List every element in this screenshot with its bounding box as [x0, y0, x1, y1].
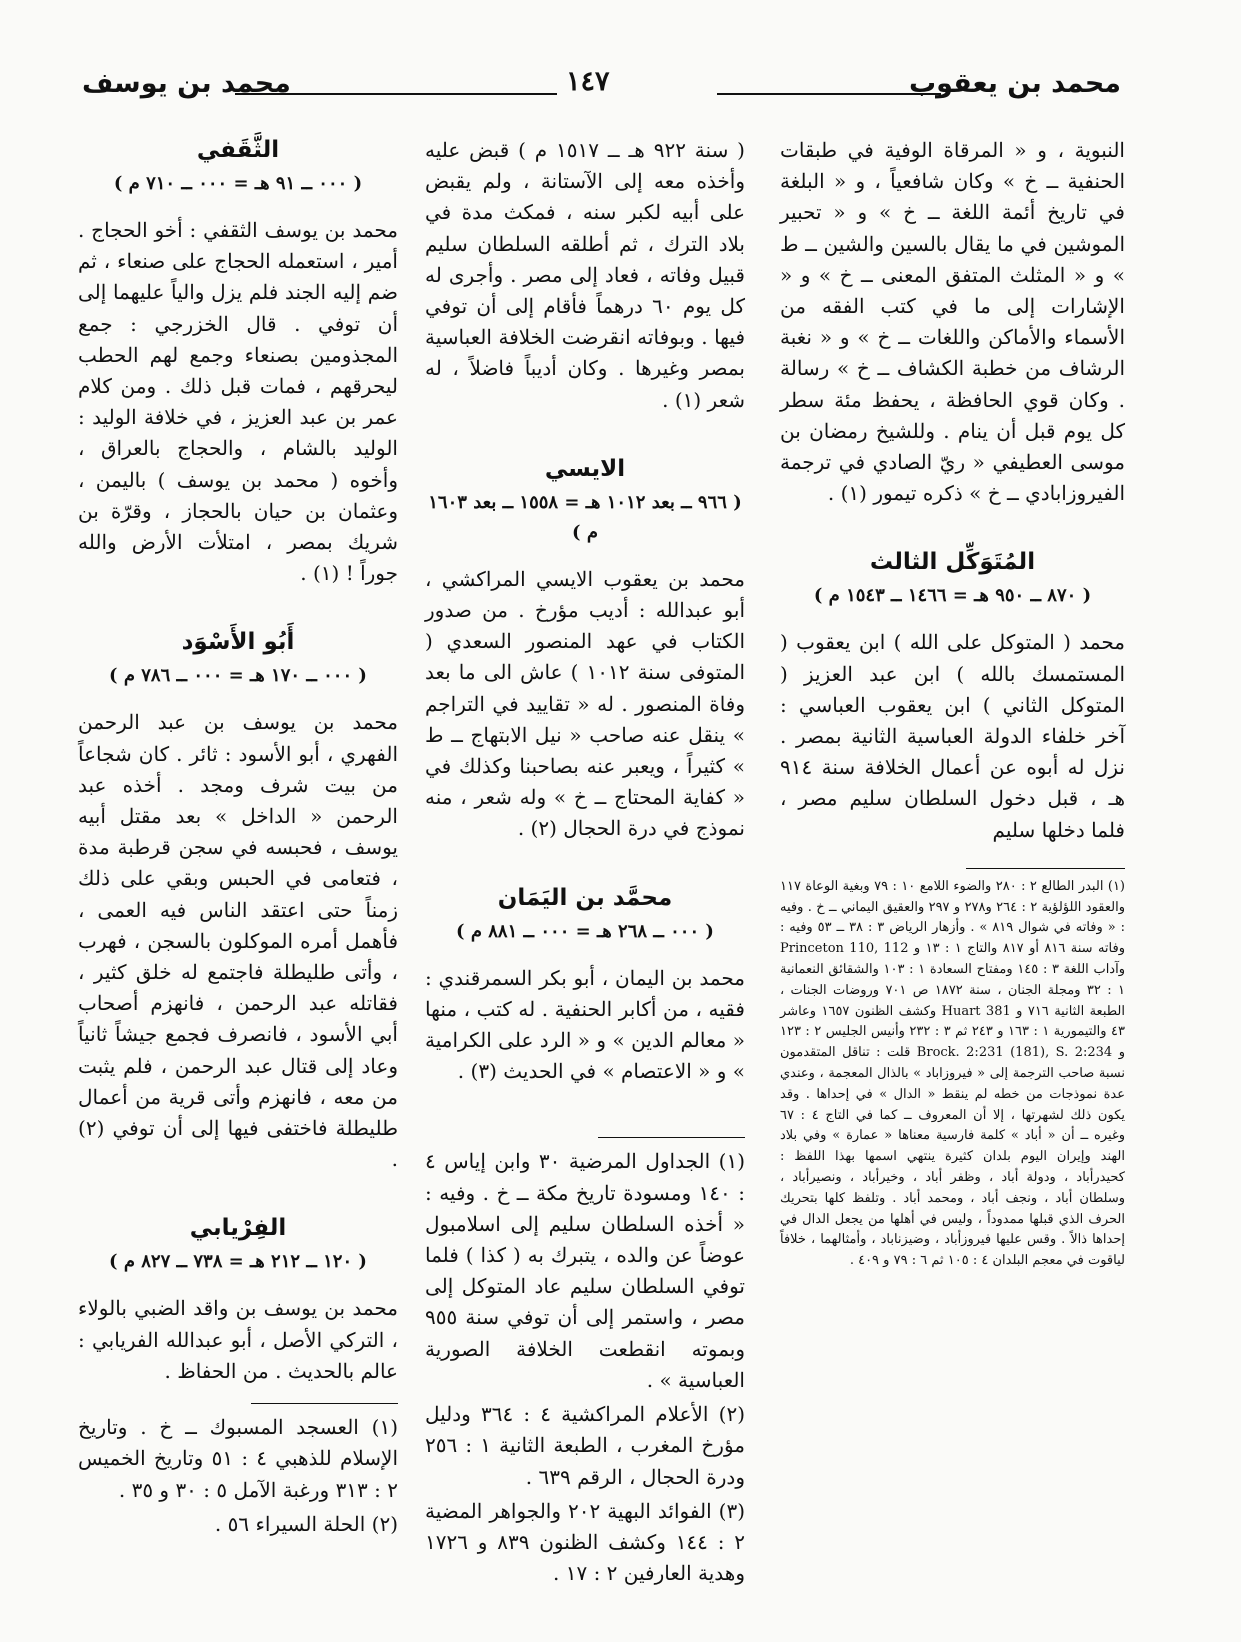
- footnote: (١) البدر الطالع ٢ : ٢٨٠ والضوء اللامع ١٠ : ٧٩ وبغية الوعاة ١١٧ والعقود اللؤلؤية ٢ : ٢٦٤ و٢٧٨ و ٢٩٧ والعقيق اليماني ــ خ . وفيه : « وفاته في شوال ٨١٩ » . وأزهار الرياض ٣ : ٣٨ ــ ٥٣ وفيه : وفاته سنة ٨١٦ أو ٨١٧ والتاج ١ : ١٣ و Princeton 110, 112 وآداب اللغة ٣ : ١٤٥ ومفتاح السعادة ١ : ١٠٣ والشقائق النعمانية ١ : ٣٢ ومجلة الجنان ، سنة ١٨٧٢ ص ٧٠١ وروضات الجنات ، الطبعة الثانية ٧١٦ و Huart 381 وكشف الظنون ١٦٥٧ وعاشر ٤٣ والتيمورية ١ : ١٦٣ و ٢٤٣ ثم ٣ : ٢٣٢ وأنيس الجليس ٢ : ١٢٣ و Brock. 2:231 (181), S. 2:234 قلت : تناقل المتقدمون نسبة صاحب الترجمة إلى « فيروزاباد » بالذال المعجمة ، وعندي عدة نموذجات من خطه لم ينقط « الدال » في إحداها . وقد يكون ذلك لشهرتها ، إلا أن المعروف ــ كما في التاج ٤ : ٦٧ وغيره ــ أن « أباد » كلمة فارسية معناها « عمارة » وفي بلاد الهند وإيران اليوم بلدان كثيرة ينتهي اسمها بهذا اللفظ : كحيدرأباد ، ودولة أباد ، وظفر أباد ، وخيرأباد ، ونصيرأباد ، وسلطان أباد ، ونجف أباد ، ومحمد أباد . وتلفظ كلها بتحريك الحرف الذي قبلها ممدوداً ، وليس في أهلها من يجعل الدال في إحداها ذالاً . وقس عليها فيروزأباد ، وضيزناباد ، وأمثالهما ، خلافاً لياقوت في معجم البلدان ٤ : ١٠٥ ثم ٦ : ٧٩ و ٤٠٩ .: [780, 878, 1125, 1269]
- entry-dates: ( ٠٠٠ ــ ١٧٠ هـ = ٠٠٠ ــ ٧٨٦ م ): [109, 665, 367, 687]
- entry-title: محمَّد بن اليَمَان: [497, 884, 673, 911]
- header-rule-right: [717, 93, 941, 95]
- entry-dates: ( ١٢٠ ــ ٢١٢ هـ = ٧٣٨ ــ ٨٢٧ م ): [109, 1251, 367, 1273]
- footnote: (١) الجداول المرضية ٣٠ وابن إياس ٤ : ١٤٠ ومسودة تاريخ مكة ــ خ . وفيه : « أخذه السلطان سليم إلى اسلامبول عوضاً عن والده ، يتبرك به ( كذا ) فلما توفي السلطان سليم عاد المتوكل إلى مصر ، واستمر إلى أن توفي سنة ٩٥٥ وبموته انقطعت الخلافة الصورية العباسية » .: [425, 1149, 745, 1392]
- footnote-rule: [251, 1403, 398, 1404]
- entry-text: محمد بن يوسف بن عبد الرحمن الفهري ، أبو الأسود : ثائر . كان شجاعاً من بيت شرف ومجد . أخذه عبد الرحمن « الداخل » بعد مقتل أبيه يوسف ، فحبسه في سجن قرطبة مدة ، فتعامى في الحبس وبقي على ذلك زمناً حتى اعتقد الناس فيه العمى ، فأهمل أمره الموكلون بالسجن ، فهرب ، وأتى طليطلة فاجتمع له خلق كثير ، فقاتله عبد الرحمن ، فانهزم أصحاب أبي الأسود ، فانصرف فجمع جيشاً ثانياً وعاد إلى قتال عبد الرحمن ، فلم يثبت من معه ، فانهزم وأتى قرية من أعمال طليطلة فاختفى فيها إلى أن توفي (٢) .: [78, 710, 398, 1172]
- entry-text: محمد بن اليمان ، أبو بكر السمرقندي : فقيه ، من أكابر الحنفية . له كتب ، منها « معالم الدين » و « الرد على الكرامية » و « الاعتصام » في الحديث (٣) .: [425, 965, 745, 1084]
- entry-title: الايسي: [544, 455, 626, 482]
- entry-title: المُتَوَكِّل الثالث: [869, 549, 1036, 576]
- footnote: (٣) الفوائد البهية ٢٠٢ والجواهر المضية ٢ : ١٤٤ وكشف الظنون ٨٣٩ و ١٧٢٦ وهدية العارفين ٢ : ١٧ .: [425, 1498, 746, 1586]
- column-middle: [425, 135, 745, 1630]
- entry-text: محمد بن يعقوب الايسي المراكشي ، أبو عبدالله : أديب مؤرخ . من صدور الكتاب في عهد المنصور السعدي ( المتوفى سنة ١٠١٢ ) عاش الى ما بعد وفاة المنصور . له « تقاييد في التراجم » ينقل عنه صاحب « نيل الابتهاج ــ ط » كثيراً ، ويعبر عنه بصاحبنا وكذلك في « كفاية المحتاج ــ خ » وله شعر ، منه نموذج في درة الحجال (٢) .: [425, 566, 746, 841]
- entry-text: محمد ( المتوكل على الله ) ابن يعقوب ( المستمسك بالله ) ابن عبد العزيز ( المتوكل الثاني ) ابن يعقوب العباسي : آخر خلفاء الدولة العباسية الثانية بمصر . نزل له أبوه عن أعمال الخلافة سنة ٩١٤ هـ ، قبل دخول السلطان سليم مصر ، فلما دخلها سليم: [780, 630, 1125, 842]
- page-number: ١٤٧: [566, 66, 610, 97]
- footnote: (٢) الأعلام المراكشية ٤ : ٣٦٤ ودليل مؤرخ المغرب ، الطبعة الثانية ١ : ٢٥٦ ودرة الحجال ، الرقم ٦٣٩ .: [425, 1402, 745, 1489]
- entry-dates: ( ٨٧٠ ــ ٩٥٠ هـ = ١٤٦٦ ــ ١٥٤٣ م ): [813, 585, 1092, 607]
- footnote-rule: [966, 868, 1125, 869]
- entry-text: محمد بن يوسف الثقفي : أخو الحجاج . أمير ، استعمله الحجاج على صنعاء ، ثم ضم إليه الجند فلم يزل والياً عليهما إلى أن توفي . قال الخزرجي : جمع المجذومين بصنعاء وجمع لهم الحطب ليحرقهم ، فمات قبل ذلك . ومن كلام عمر بن عبد العزيز ، في خلافة الوليد : الوليد بالشام ، والحجاج بالعراق ، وأخوه ( محمد بن يوسف ) باليمن ، وعثمان بن حيان بالحجاز ، وقرّة بن شريك بمصر ، امتلأت الأرض والله جوراً ! (١) .: [78, 218, 398, 586]
- continued-text: النبوية ، و « المرقاة الوفية في طبقات الحنفية ــ خ » وكان شافعياً ، و « البلغة في تاريخ أئمة اللغة ــ خ » و « تحبير الموشين في ما يقال بالسين والشين ــ ط » و « المثلث المتفق المعنى ــ خ » و « الإشارات إلى ما في كتب الفقه من الأسماء والأماكن واللغات ــ خ » و « نغبة الرشاف من خطبة الكشاف ــ خ » رسالة . وكان قوي الحافظة ، يحفظ مئة سطر كل يوم قبل أن ينام . وللشيخ رمضان بن موسى العطيفي « ريّ الصادي في ترجمة الفيروزابادي ــ خ » ذكره تيمور (١) .: [780, 138, 1125, 506]
- entry-text: محمد بن يوسف بن واقد الضبي بالولاء ، التركي الأصل ، أبو عبدالله الفريابي : عالم بالحديث . من الحفاظ .: [78, 1296, 398, 1383]
- footnote: (٢) الحلة السيراء ٥٦ .: [214, 1511, 398, 1536]
- continued-text: ( سنة ٩٢٢ هـ ــ ١٥١٧ م ) قبض عليه وأخذه معه إلى الآستانة ، ولم يقبض على أبيه لكبر سنه ، فمكث مدة في بلاد الترك ، ثم أطلقه السلطان سليم قبيل وفاته ، فعاد إلى مصر . وأجرى له كل يوم ٦٠ درهماً فأقام إلى أن توفي فيها . وبوفاته انقرضت الخلافة العباسية بمصر وغيرها . وكان أديباً فاضلاً ، له شعر (١) .: [425, 138, 745, 412]
- column-right: [780, 135, 1125, 1630]
- entry-title: الفِرْيابي: [189, 1215, 287, 1242]
- entry-dates: ( ٩٦٦ ــ بعد ١٠١٢ هـ = ١٥٥٨ ــ بعد ١٦٠٣ م ): [428, 491, 742, 543]
- header-left-name: محمد بن يوسف: [82, 68, 291, 99]
- entry-dates: ( ٠٠٠ ــ ٢٦٨ هـ = ٠٠٠ ــ ٨٨١ م ): [456, 920, 714, 942]
- column-left: [78, 135, 398, 1630]
- entry-dates: ( ٠٠٠ ــ ٩١ هـ = ٠٠٠ ــ ٧١٠ م ): [113, 173, 363, 194]
- entry-title: الثَّقَفي: [196, 137, 280, 163]
- entry-title: أَبُو الأَسْوَد: [181, 629, 295, 656]
- header-right-name: محمد بن يعقوب: [909, 68, 1121, 99]
- footnote-rule: [598, 1137, 745, 1138]
- footnote: (١) العسجد المسبوك ــ خ . وتاريخ الإسلام للذهبي ٤ : ٥١ وتاريخ الخميس ٢ : ٣١٣ ورغبة الآمل ٥ : ٣٠ و ٣٥ .: [78, 1415, 399, 1502]
